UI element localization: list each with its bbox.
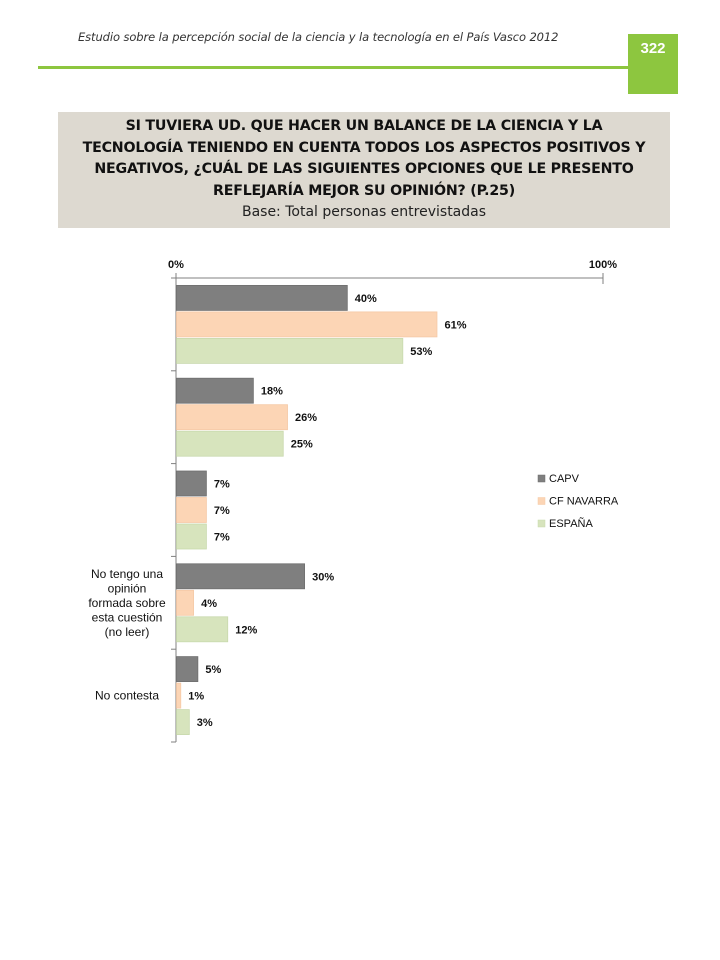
bar-espana — [177, 617, 228, 642]
legend-swatch — [538, 475, 545, 482]
data-label: 61% — [444, 319, 467, 332]
data-label: 30% — [312, 571, 335, 584]
data-label: 4% — [201, 597, 217, 610]
legend-label: CF NAVARRA — [549, 495, 619, 508]
data-label: 26% — [295, 412, 318, 425]
data-label: 25% — [290, 438, 313, 451]
data-label: 40% — [354, 292, 377, 305]
category-label: No contesta — [94, 688, 160, 703]
bar-cf-navarra — [177, 683, 181, 708]
data-label: 12% — [235, 624, 258, 637]
data-label: 7% — [213, 531, 230, 544]
data-label: 5% — [205, 664, 222, 677]
bar-espana — [177, 431, 284, 456]
bar-espana — [177, 338, 403, 363]
data-label: 7% — [213, 478, 230, 491]
bar-espana — [177, 524, 207, 549]
bar-cf-navarra — [177, 498, 207, 523]
data-label: 18% — [260, 385, 283, 398]
data-label: 3% — [196, 717, 213, 730]
data-label: 7% — [213, 505, 230, 517]
legend-swatch — [538, 498, 545, 505]
bar-cf-navarra — [177, 312, 437, 337]
x-tick-label: 0% — [168, 259, 184, 271]
bar-capv — [177, 657, 198, 682]
bar-espana — [177, 710, 190, 735]
bar-capv — [177, 564, 305, 589]
bar-capv — [177, 285, 348, 310]
legend-label: ESPAÑA — [549, 518, 593, 530]
bar-capv — [177, 378, 254, 403]
running-title: Estudio sobre la percepción social de la ciencia y la tecnología en el País Vasco 2012 — [78, 30, 559, 44]
bar-cf-navarra — [177, 590, 194, 615]
x-tick-label: 100% — [588, 259, 618, 271]
question-base: Base: Total personas entrevistadas — [241, 204, 487, 220]
category-label: No tengo una opinión formada sobre esta cuestión (no leer) — [88, 566, 166, 639]
legend-label: CAPV — [549, 473, 579, 485]
legend-swatch — [538, 520, 545, 527]
bar-capv — [177, 471, 207, 496]
question-text: SI TUVIERA UD. QUE HACER UN BALANCE DE LA CIENCIA Y LA TECNOLOGÍA TENIENDO EN CUENTA TODOS LOS ASPECTOS POSITIVOS Y NEGATIVOS, ¿CUÁL DE LAS SIGUIENTES OPCIONES QUE LE PRESENTO REFLEJARÍA MEJOR SU OPINIÓN? (P.25) — [82, 118, 646, 199]
data-label: 1% — [188, 690, 205, 703]
page-number: 322 — [628, 34, 678, 94]
data-label: 53% — [410, 345, 433, 358]
bar-cf-navarra — [177, 405, 288, 430]
